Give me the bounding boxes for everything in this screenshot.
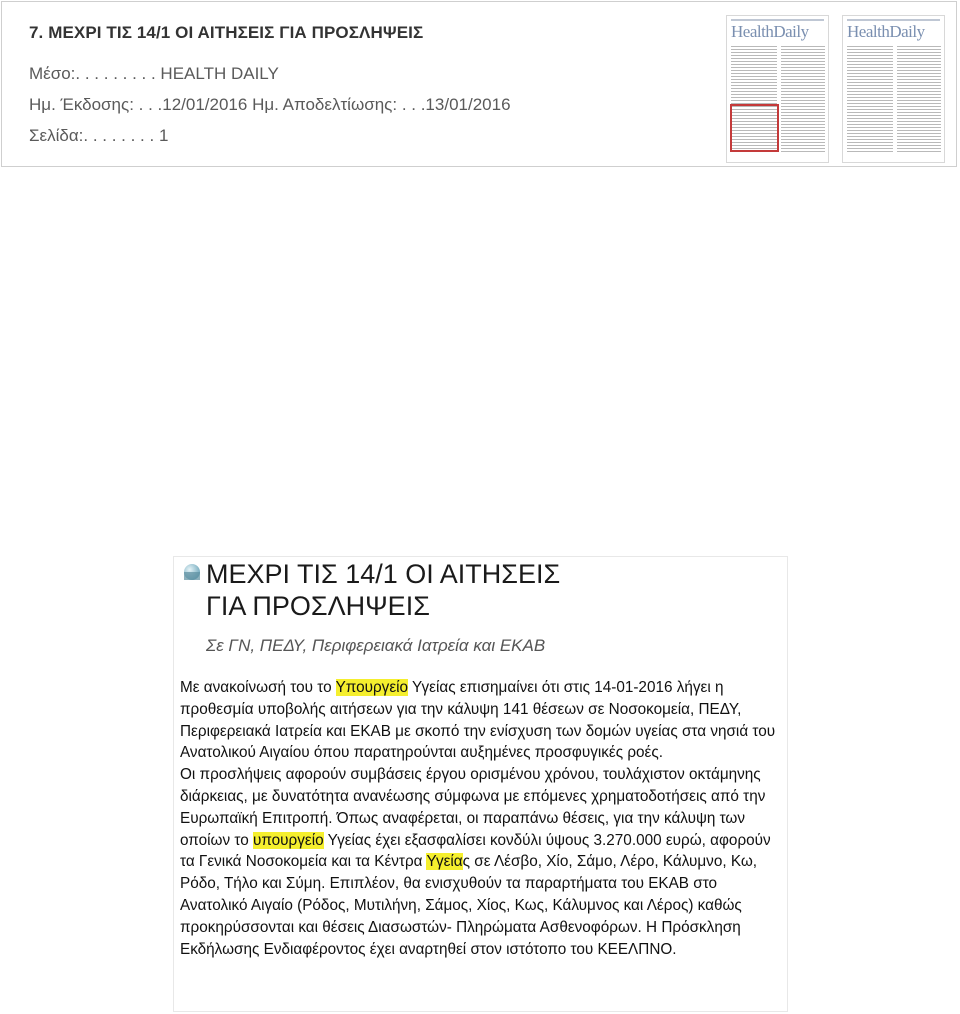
article-title-line-1: ΜΕΧΡΙ ΤΙΣ 14/1 ΟΙ ΑΙΤΗΣΕΙΣ xyxy=(206,559,561,589)
article-title-line-2: ΓΙΑ ΠΡΟΣΛΗΨΕΙΣ xyxy=(206,591,430,621)
thumbnail-column xyxy=(897,46,941,154)
text-run: Υγείας έχει εξασφαλίσει κονδύλι ύψους 3.270.000 ευρώ, αφορούν τα Γενικά Νοσοκομεία και τα Κέντρα xyxy=(180,831,771,871)
thumbnail-masthead: HealthDaily xyxy=(847,22,925,41)
page-line: Σελίδα:. . . . . . . . 1 xyxy=(29,126,169,145)
thumbnail-masthead: HealthDaily xyxy=(731,22,809,41)
article-subtitle: Σε ΓΝ, ΠΕΔΥ, Περιφερειακά Ιατρεία και ΕΚΑΒ xyxy=(206,636,546,655)
article-highlight-frame xyxy=(730,104,779,152)
thumbnail-rule xyxy=(731,19,824,21)
article-body xyxy=(180,677,785,960)
bullet-icon xyxy=(183,563,201,581)
highlighted-word: Υπουργείο xyxy=(335,679,409,696)
clipping-title: 7. ΜΕΧΡΙ ΤΙΣ 14/1 ΟΙ ΑΙΤΗΣΕΙΣ ΓΙΑ ΠΡΟΣΛΗΨΕΙΣ xyxy=(29,23,424,42)
paragraph-2 xyxy=(180,764,785,960)
clipping-header xyxy=(1,1,957,167)
text-run: Οι προσλήψεις αφορούν συμβάσεις έργου ορισμένου χρόνου, τουλάχιστον οκτάμηνης διάρκειας, με δυνατότητα ανανέωσης σύμφωνα με επόμενες χρηματοδοτήσεις από την Ευρωπαϊκή Επιτροπή. Όπως αναφέρεται, οι παραπάνω θέσεις, για την κάλυψη των οποίων το xyxy=(180,766,766,849)
text-run: ς σε Λέσβο, Χίο, Σάμο, Λέρο, Κάλυμνο, Κω, Ρόδο, Τήλο και Σύμη. Επιπλέον, θα ενισχυθούν τα παραρτήματα του ΕΚΑΒ στο Ανατολικό Αιγαίο (Ρόδος, Μυτιλήνη, Σάμος, Χίος, Κως, Κάλυμνος και Λέρος) καθώς προκηρύσσονται και θέσεις Διασωστών- Πληρώματα Ασθενοφόρων. Η Πρόσκληση Εκδήλωσης Ενδιαφέροντος έχει αναρτηθεί στον ιστότοπο του ΚΕΕΛΠΝΟ. xyxy=(180,853,758,958)
page-thumbnail-1[interactable] xyxy=(726,15,829,163)
text-run: Με ανακοίνωσή του το xyxy=(180,679,336,696)
thumbnail-column xyxy=(781,46,825,154)
article-title xyxy=(206,558,560,622)
page-thumbnail-2[interactable] xyxy=(842,15,945,163)
thumbnail-column xyxy=(847,46,893,154)
highlighted-word: υπουργείο xyxy=(252,831,324,849)
text-run: Υγείας επισημαίνει ότι στις 14-01-2016 λήγει η προθεσμία υποβολής αιτήσεων για την κάλυψη 141 θέσεων σε Νοσοκομεία, ΠΕΔΥ, Περιφερειακά Ιατρεία και ΕΚΑΒ με σκοπό την ενίσχυση των δομών υγείας στα νησιά του Ανατολικού Αιγαίου όπου παρατηρούνται αυξημένες προσφυγικές ροές. xyxy=(180,679,776,762)
paragraph-1 xyxy=(180,677,785,764)
highlighted-word: Υγεία xyxy=(426,853,463,871)
medium-line: Μέσο:. . . . . . . . . HEALTH DAILY xyxy=(29,64,279,83)
dates-line: Ημ. Έκδοσης: . . .12/01/2016 Ημ. Αποδελτίωσης: . . .13/01/2016 xyxy=(29,95,511,114)
thumbnail-rule xyxy=(847,19,940,21)
article-clipping xyxy=(173,556,788,1012)
